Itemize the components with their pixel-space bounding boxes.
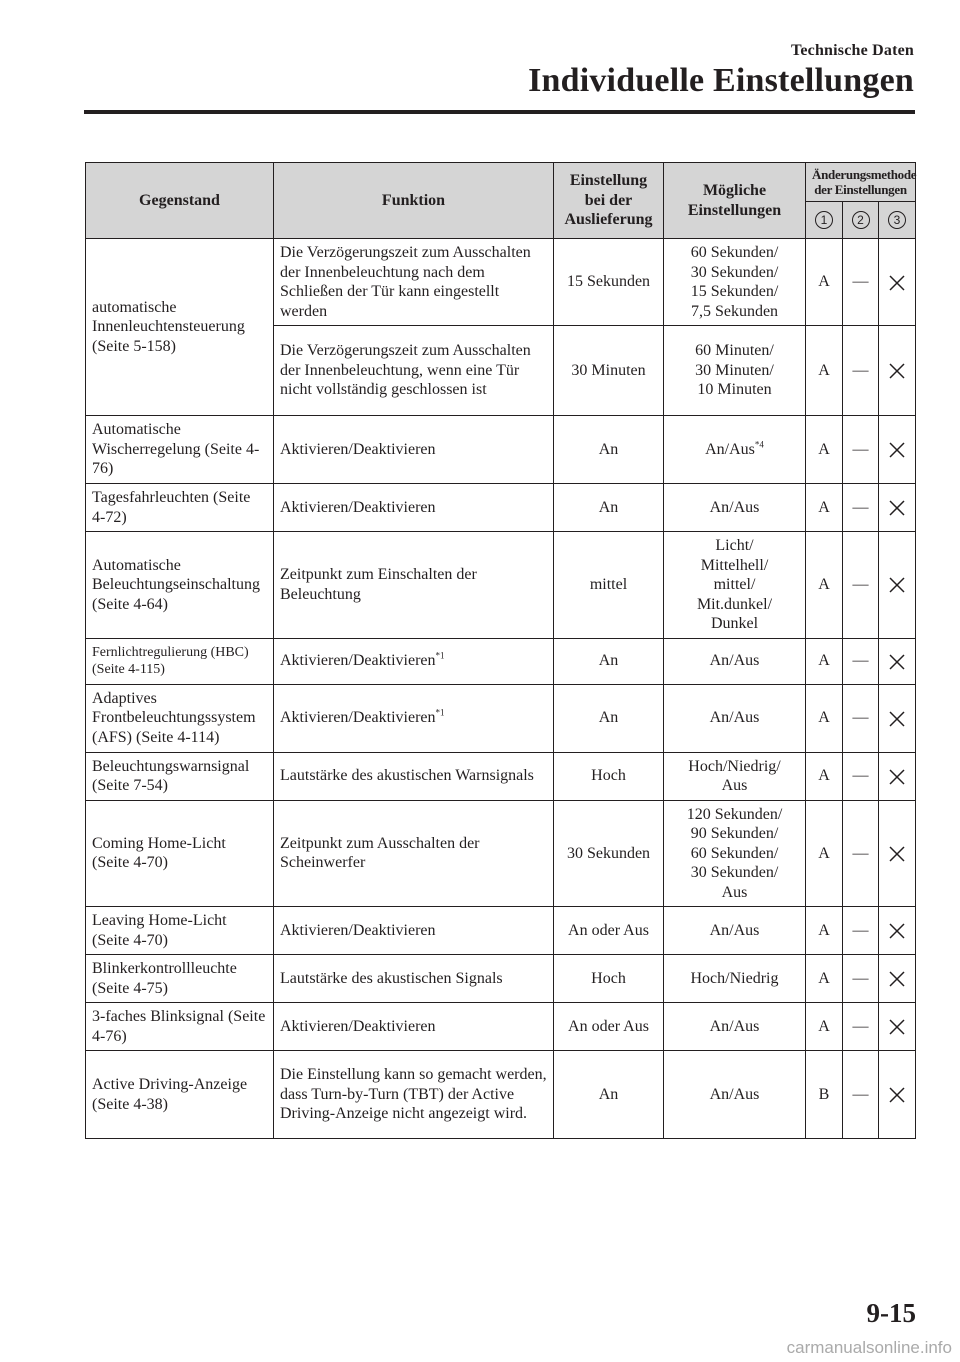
function-text: Aktivieren/Deaktivieren [280, 440, 436, 458]
method-3-cell [879, 800, 916, 907]
table-row [86, 684, 916, 752]
x-icon [888, 441, 906, 459]
x-icon [888, 970, 906, 988]
function-text: Aktivieren/Deaktivieren [280, 652, 436, 670]
function-cell [274, 907, 554, 955]
function-cell [274, 416, 554, 484]
method-3-cell [879, 532, 916, 639]
circled-number: 2 [852, 211, 870, 229]
options-text: An/Aus [705, 440, 755, 458]
method-2-cell: — [843, 800, 879, 907]
table-row [86, 955, 916, 1003]
header-funktion: Funktion [274, 163, 554, 239]
settings-table [85, 162, 916, 1139]
table-row [86, 239, 916, 326]
function-text: Aktivieren/Deaktivieren [280, 498, 436, 516]
function-text: Die Einstellung kann so gemacht werden, dass Turn-by-Turn (TBT) der Active Driving-Anzeige nicht angezeigt wird. [280, 1066, 547, 1123]
method-1-cell: A [806, 326, 843, 416]
function-text: Lautstärke des akustischen Warnsignals [280, 767, 534, 785]
method-3-cell [879, 638, 916, 684]
x-icon [888, 1086, 906, 1104]
function-cell [274, 484, 554, 532]
function-text: Aktivieren/Deaktivieren [280, 1017, 436, 1035]
function-cell [274, 638, 554, 684]
method-3-cell [879, 416, 916, 484]
item-cell: Leaving Home-Licht (Seite 4-70) [86, 907, 274, 955]
item-cell: Active Driving-Anzeige (Seite 4-38) [86, 1051, 274, 1139]
default-cell: An oder Aus [554, 1003, 664, 1051]
method-3-header [879, 202, 916, 239]
options-text: An/Aus [709, 709, 760, 727]
function-cell: Die Verzögerungszeit zum Ausschalten der Innenbeleuchtung, wenn eine Tür nicht vollständig geschlossen ist [274, 326, 554, 416]
method-1-cell: A [806, 1003, 843, 1051]
footnote-mark: *4 [754, 439, 764, 450]
method-2-cell: — [843, 638, 879, 684]
footnote-mark: *1 [435, 650, 445, 661]
function-cell [274, 532, 554, 639]
options-text: Licht/ Mittelhell/ mittel/ Mit.dunkel/ Dunkel [696, 537, 773, 632]
default-cell: Hoch [554, 752, 664, 800]
options-cell: 60 Minuten/ 30 Minuten/ 10 Minuten [664, 326, 806, 416]
method-3-cell [879, 239, 916, 326]
default-cell: An [554, 1051, 664, 1139]
method-1-cell: A [806, 638, 843, 684]
table-body [86, 239, 916, 1139]
function-cell: Die Verzögerungszeit zum Ausschalten der Innenbeleuchtung nach dem Schließen der Tür kann eingestellt werden [274, 239, 554, 326]
table-row [86, 752, 916, 800]
method-1-cell: B [806, 1051, 843, 1139]
options-cell [664, 955, 806, 1003]
circled-number: 3 [888, 211, 906, 229]
options-text: An/Aus [709, 498, 760, 516]
options-cell [664, 1003, 806, 1051]
options-cell [664, 484, 806, 532]
header-row [86, 163, 916, 202]
method-1-cell: A [806, 484, 843, 532]
circled-number: 1 [815, 211, 833, 229]
chapter-title: Individuelle Einstellungen [528, 62, 914, 99]
item-cell: Automatische Beleuchtungseinschaltung (Seite 4-64) [86, 532, 274, 639]
method-2-cell: — [843, 484, 879, 532]
method-2-cell: — [843, 955, 879, 1003]
options-cell [664, 907, 806, 955]
options-cell [664, 638, 806, 684]
method-3-cell [879, 684, 916, 752]
item-cell: 3-faches Blinksignal (Seite 4-76) [86, 1003, 274, 1051]
table-row [86, 1051, 916, 1139]
section-label: Technische Daten [790, 42, 914, 59]
method-3-cell [879, 1003, 916, 1051]
item-cell: automatische Innenleuchtensteuerung (Seite 5-158) [86, 239, 274, 416]
x-icon [888, 274, 906, 292]
watermark: carmanualsonline.info [786, 1338, 952, 1357]
options-cell [664, 752, 806, 800]
x-icon [888, 710, 906, 728]
function-cell [274, 1051, 554, 1139]
options-text: An/Aus [709, 1085, 760, 1103]
item-cell: Adaptives Frontbeleuchtungssystem (AFS) (Seite 4-114) [86, 684, 274, 752]
method-2-cell: — [843, 1051, 879, 1139]
function-text: Zeitpunkt zum Einschalten der Beleuchtung [280, 566, 477, 603]
item-cell: Fernlichtregulierung (HBC) (Seite 4-115) [86, 638, 274, 684]
options-cell [664, 1051, 806, 1139]
function-text: Aktivieren/Deaktivieren [280, 921, 436, 939]
method-3-cell [879, 752, 916, 800]
x-icon [888, 768, 906, 786]
page-number: 9-15 [866, 1298, 916, 1328]
method-2-cell: — [843, 752, 879, 800]
table-row [86, 800, 916, 907]
method-1-cell: A [806, 416, 843, 484]
page-header [528, 42, 914, 100]
x-icon [888, 362, 906, 380]
method-3-cell [879, 484, 916, 532]
default-cell: mittel [554, 532, 664, 639]
item-cell: Automatische Wischerregelung (Seite 4-76) [86, 416, 274, 484]
options-cell [664, 800, 806, 907]
default-cell: An [554, 638, 664, 684]
default-cell: 30 Sekunden [554, 800, 664, 907]
default-cell: An oder Aus [554, 907, 664, 955]
default-cell: An [554, 416, 664, 484]
table-row [86, 416, 916, 484]
method-1-cell: A [806, 532, 843, 639]
method-3-cell [879, 1051, 916, 1139]
function-cell [274, 955, 554, 1003]
function-cell [274, 752, 554, 800]
options-text: 120 Sekunden/ 90 Sekunden/ 60 Sekunden/ 30 Sekunden/ Aus [686, 805, 783, 901]
options-cell [664, 416, 806, 484]
options-cell [664, 532, 806, 639]
default-cell: Hoch [554, 955, 664, 1003]
options-cell [664, 684, 806, 752]
method-1-header [806, 202, 843, 239]
method-2-header [843, 202, 879, 239]
footnote-mark: *1 [435, 707, 445, 718]
x-icon [888, 922, 906, 940]
function-cell [274, 800, 554, 907]
x-icon [888, 499, 906, 517]
table-row [86, 1003, 916, 1051]
function-text: Zeitpunkt zum Ausschalten der Scheinwerfer [280, 834, 480, 872]
function-cell [274, 1003, 554, 1051]
default-cell: 15 Sekunden [554, 239, 664, 326]
header-aenderungsmethode: Änderungsmethode der Einstellungen [806, 163, 916, 202]
method-2-cell: — [843, 1003, 879, 1051]
method-1-cell: A [806, 752, 843, 800]
function-cell [274, 684, 554, 752]
header-einstellung: Einstellung bei der Auslieferung [554, 163, 664, 239]
method-3-cell [879, 907, 916, 955]
function-text: Lautstärke des akustischen Signals [280, 969, 503, 987]
options-text: Hoch/Niedrig [690, 969, 779, 987]
method-2-cell: — [843, 532, 879, 639]
method-2-cell: — [843, 907, 879, 955]
default-cell: An [554, 484, 664, 532]
header-gegenstand: Gegenstand [86, 163, 274, 239]
method-3-cell [879, 955, 916, 1003]
method-1-cell: A [806, 684, 843, 752]
default-cell: An [554, 684, 664, 752]
header-rule [84, 110, 915, 114]
x-icon [888, 653, 906, 671]
table-row [86, 907, 916, 955]
options-text: An/Aus [709, 921, 760, 939]
item-cell: Beleuchtungswarnsignal (Seite 7-54) [86, 752, 274, 800]
item-cell: Coming Home-Licht (Seite 4-70) [86, 800, 274, 907]
options-text: Hoch/Niedrig/ Aus [688, 757, 781, 794]
method-2-cell: — [843, 416, 879, 484]
method-1-cell: A [806, 239, 843, 326]
method-1-cell: A [806, 907, 843, 955]
item-cell: Tagesfahrleuchten (Seite 4-72) [86, 484, 274, 532]
x-icon [888, 576, 906, 594]
method-3-cell [879, 326, 916, 416]
method-2-cell: — [843, 239, 879, 326]
x-icon [888, 845, 906, 863]
options-text: An/Aus [709, 652, 760, 670]
options-text: An/Aus [709, 1017, 760, 1035]
table-row [86, 638, 916, 684]
table-row [86, 484, 916, 532]
table-row [86, 532, 916, 639]
item-cell: Blinkerkontrollleuchte (Seite 4-75) [86, 955, 274, 1003]
function-text: Aktivieren/Deaktivieren [280, 709, 436, 727]
method-2-cell: — [843, 326, 879, 416]
header-moegliche: Mögliche Einstellungen [664, 163, 806, 239]
options-cell: 60 Sekunden/ 30 Sekunden/ 15 Sekunden/ 7,5 Sekunden [664, 239, 806, 326]
method-1-cell: A [806, 800, 843, 907]
method-1-cell: A [806, 955, 843, 1003]
method-2-cell: — [843, 684, 879, 752]
default-cell: 30 Minuten [554, 326, 664, 416]
x-icon [888, 1018, 906, 1036]
